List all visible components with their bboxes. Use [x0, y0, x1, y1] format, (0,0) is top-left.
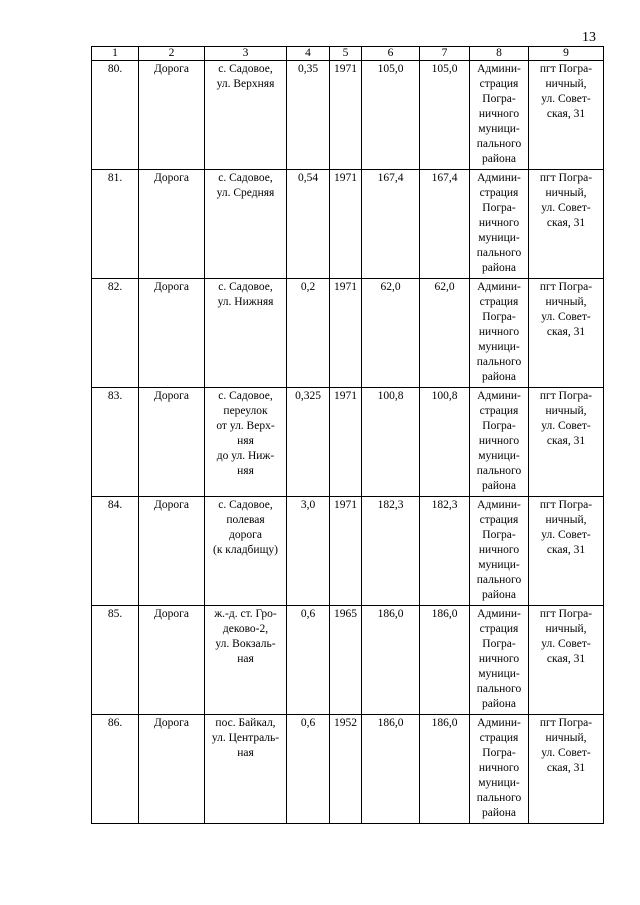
location-line: ная — [237, 747, 254, 759]
holder-line: муници- — [478, 777, 520, 789]
holder-line: страция — [479, 732, 519, 744]
holder-line: страция — [479, 187, 519, 199]
location-line: с. Садовое, — [218, 390, 273, 402]
holder-line: ничного — [478, 108, 520, 120]
address-line: ул. Совет- — [541, 311, 591, 323]
holder-line: ничного — [478, 544, 520, 556]
holder-line: ничного — [478, 762, 520, 774]
location-line: от ул. Верх- — [216, 420, 275, 432]
address-cell — [529, 606, 604, 715]
location-cell — [205, 61, 287, 170]
object-type-cell: Дорога — [139, 170, 205, 279]
year-cell: 1971 — [330, 61, 362, 170]
location-line: ж.-д. ст. Гро- — [214, 608, 277, 620]
address-line: пгт Погра- — [539, 390, 593, 402]
address-line: пгт Погра- — [539, 281, 593, 293]
table-row — [92, 606, 604, 715]
holder-line: района — [481, 153, 517, 165]
holder-line: Админи- — [477, 499, 521, 511]
holder-cell — [470, 279, 529, 388]
value-cell: 105,0 — [420, 61, 470, 170]
location-line: с. Садовое, — [218, 499, 273, 511]
holder-line: пального — [476, 792, 522, 804]
holder-line: муници- — [478, 232, 520, 244]
address-line: ул. Совет- — [541, 420, 591, 432]
location-line: ная — [237, 653, 254, 665]
location-line: пос. Байкал, — [215, 717, 276, 729]
table-row — [92, 388, 604, 497]
holder-cell — [470, 61, 529, 170]
holder-cell — [470, 388, 529, 497]
holder-line: пального — [476, 138, 522, 150]
location-cell — [205, 715, 287, 824]
value-cell: 62,0 — [420, 279, 470, 388]
header-cell: 3 — [205, 47, 287, 61]
address-line: пгт Погра- — [539, 63, 593, 75]
holder-line: Погра- — [482, 529, 516, 541]
holder-line: Погра- — [482, 638, 516, 650]
holder-line: района — [481, 589, 517, 601]
address-line: пгт Погра- — [539, 499, 593, 511]
address-line: ул. Совет- — [541, 638, 591, 650]
address-line: ская, 31 — [546, 435, 586, 447]
header-row — [92, 47, 604, 61]
value-cell: 105,0 — [362, 61, 420, 170]
holder-cell — [470, 606, 529, 715]
address-line: ничный, — [545, 187, 587, 199]
location-line: полевая — [226, 514, 265, 526]
location-line: ул. Нижняя — [217, 296, 274, 308]
location-line: с. Садовое, — [218, 281, 273, 293]
value-cell: 182,3 — [420, 497, 470, 606]
holder-line: Погра- — [482, 420, 516, 432]
location-cell — [205, 279, 287, 388]
holder-line: района — [481, 698, 517, 710]
address-line: ская, 31 — [546, 653, 586, 665]
object-type-cell: Дорога — [139, 279, 205, 388]
address-line: пгт Погра- — [539, 172, 593, 184]
address-cell — [529, 497, 604, 606]
value-cell: 100,8 — [420, 388, 470, 497]
year-cell: 1971 — [330, 388, 362, 497]
header-cell: 2 — [139, 47, 205, 61]
length-cell: 0,6 — [287, 606, 330, 715]
length-cell: 0,35 — [287, 61, 330, 170]
length-cell: 0,54 — [287, 170, 330, 279]
header-cell: 4 — [287, 47, 330, 61]
object-type-cell: Дорога — [139, 497, 205, 606]
row-number-cell: 80. — [92, 61, 139, 170]
holder-line: Админи- — [477, 717, 521, 729]
length-cell: 0,2 — [287, 279, 330, 388]
holder-line: пального — [476, 356, 522, 368]
address-line: ул. Совет- — [541, 529, 591, 541]
header-cell: 1 — [92, 47, 139, 61]
holder-line: муници- — [478, 668, 520, 680]
row-number-cell: 84. — [92, 497, 139, 606]
location-line: (к кладбищу) — [212, 544, 278, 556]
location-line: ул. Централь- — [211, 732, 280, 744]
table-row — [92, 279, 604, 388]
location-line: с. Садовое, — [218, 172, 273, 184]
holder-line: муници- — [478, 123, 520, 135]
header-cell: 7 — [420, 47, 470, 61]
header-cell: 9 — [529, 47, 604, 61]
holder-line: муници- — [478, 450, 520, 462]
address-line: ул. Совет- — [541, 747, 591, 759]
holder-line: Админи- — [477, 172, 521, 184]
location-line: дорога — [229, 529, 262, 541]
location-cell — [205, 606, 287, 715]
location-line: няя — [237, 435, 254, 447]
address-line: ничный, — [545, 623, 587, 635]
holder-line: Погра- — [482, 202, 516, 214]
property-register-table — [91, 46, 604, 824]
value-cell: 186,0 — [420, 715, 470, 824]
location-line: до ул. Ниж- — [216, 450, 275, 462]
location-line: с. Садовое, — [218, 63, 273, 75]
holder-line: Админи- — [477, 281, 521, 293]
object-type-cell: Дорога — [139, 715, 205, 824]
row-number-cell: 85. — [92, 606, 139, 715]
holder-line: Админи- — [477, 390, 521, 402]
row-number-cell: 81. — [92, 170, 139, 279]
value-cell: 100,8 — [362, 388, 420, 497]
year-cell: 1965 — [330, 606, 362, 715]
address-line: ничный, — [545, 405, 587, 417]
holder-line: района — [481, 262, 517, 274]
header-cell: 6 — [362, 47, 420, 61]
address-cell — [529, 388, 604, 497]
location-line: деково-2, — [222, 623, 269, 635]
holder-line: страция — [479, 78, 519, 90]
holder-line: муници- — [478, 559, 520, 571]
address-line: ничный, — [545, 514, 587, 526]
holder-line: района — [481, 807, 517, 819]
address-cell — [529, 170, 604, 279]
holder-cell — [470, 497, 529, 606]
year-cell: 1952 — [330, 715, 362, 824]
address-line: ничный, — [545, 732, 587, 744]
holder-line: ничного — [478, 653, 520, 665]
object-type-cell: Дорога — [139, 61, 205, 170]
value-cell: 186,0 — [420, 606, 470, 715]
holder-line: пального — [476, 574, 522, 586]
holder-cell — [470, 170, 529, 279]
holder-line: страция — [479, 405, 519, 417]
holder-line: Погра- — [482, 93, 516, 105]
table-row — [92, 497, 604, 606]
address-line: ская, 31 — [546, 762, 586, 774]
address-line: пгт Погра- — [539, 717, 593, 729]
location-line: няя — [237, 465, 254, 477]
holder-line: муници- — [478, 341, 520, 353]
holder-line: Погра- — [482, 311, 516, 323]
length-cell: 0,325 — [287, 388, 330, 497]
holder-line: Админи- — [477, 608, 521, 620]
address-line: ская, 31 — [546, 326, 586, 338]
length-cell: 3,0 — [287, 497, 330, 606]
year-cell: 1971 — [330, 279, 362, 388]
location-line: ул. Верхняя — [216, 78, 275, 90]
location-line: ул. Средняя — [216, 187, 275, 199]
object-type-cell: Дорога — [139, 388, 205, 497]
header-cell: 5 — [330, 47, 362, 61]
location-cell — [205, 170, 287, 279]
holder-line: пального — [476, 683, 522, 695]
holder-line: страция — [479, 623, 519, 635]
row-number-cell: 86. — [92, 715, 139, 824]
holder-line: страция — [479, 296, 519, 308]
location-line: ул. Вокзаль- — [215, 638, 276, 650]
holder-line: пального — [476, 247, 522, 259]
location-cell — [205, 388, 287, 497]
holder-line: страция — [479, 514, 519, 526]
holder-cell — [470, 715, 529, 824]
value-cell: 167,4 — [420, 170, 470, 279]
header-cell: 8 — [470, 47, 529, 61]
object-type-cell: Дорога — [139, 606, 205, 715]
year-cell: 1971 — [330, 497, 362, 606]
value-cell: 167,4 — [362, 170, 420, 279]
holder-line: района — [481, 480, 517, 492]
address-line: пгт Погра- — [539, 608, 593, 620]
table-row — [92, 170, 604, 279]
holder-line: Погра- — [482, 747, 516, 759]
address-cell — [529, 715, 604, 824]
location-line: переулок — [223, 405, 268, 417]
table-row — [92, 715, 604, 824]
address-cell — [529, 61, 604, 170]
row-number-cell: 82. — [92, 279, 139, 388]
year-cell: 1971 — [330, 170, 362, 279]
address-cell — [529, 279, 604, 388]
address-line: ничный, — [545, 296, 587, 308]
table-row — [92, 61, 604, 170]
location-cell — [205, 497, 287, 606]
address-line: ская, 31 — [546, 217, 586, 229]
value-cell: 62,0 — [362, 279, 420, 388]
address-line: ская, 31 — [546, 108, 586, 120]
value-cell: 186,0 — [362, 715, 420, 824]
holder-line: ничного — [478, 435, 520, 447]
address-line: ничный, — [545, 78, 587, 90]
holder-line: пального — [476, 465, 522, 477]
length-cell: 0,6 — [287, 715, 330, 824]
value-cell: 186,0 — [362, 606, 420, 715]
row-number-cell: 83. — [92, 388, 139, 497]
address-line: ская, 31 — [546, 544, 586, 556]
holder-line: ничного — [478, 326, 520, 338]
holder-line: ничного — [478, 217, 520, 229]
value-cell: 182,3 — [362, 497, 420, 606]
holder-line: района — [481, 371, 517, 383]
address-line: ул. Совет- — [541, 93, 591, 105]
address-line: ул. Совет- — [541, 202, 591, 214]
page-number: 13 — [582, 30, 596, 45]
holder-line: Админи- — [477, 63, 521, 75]
